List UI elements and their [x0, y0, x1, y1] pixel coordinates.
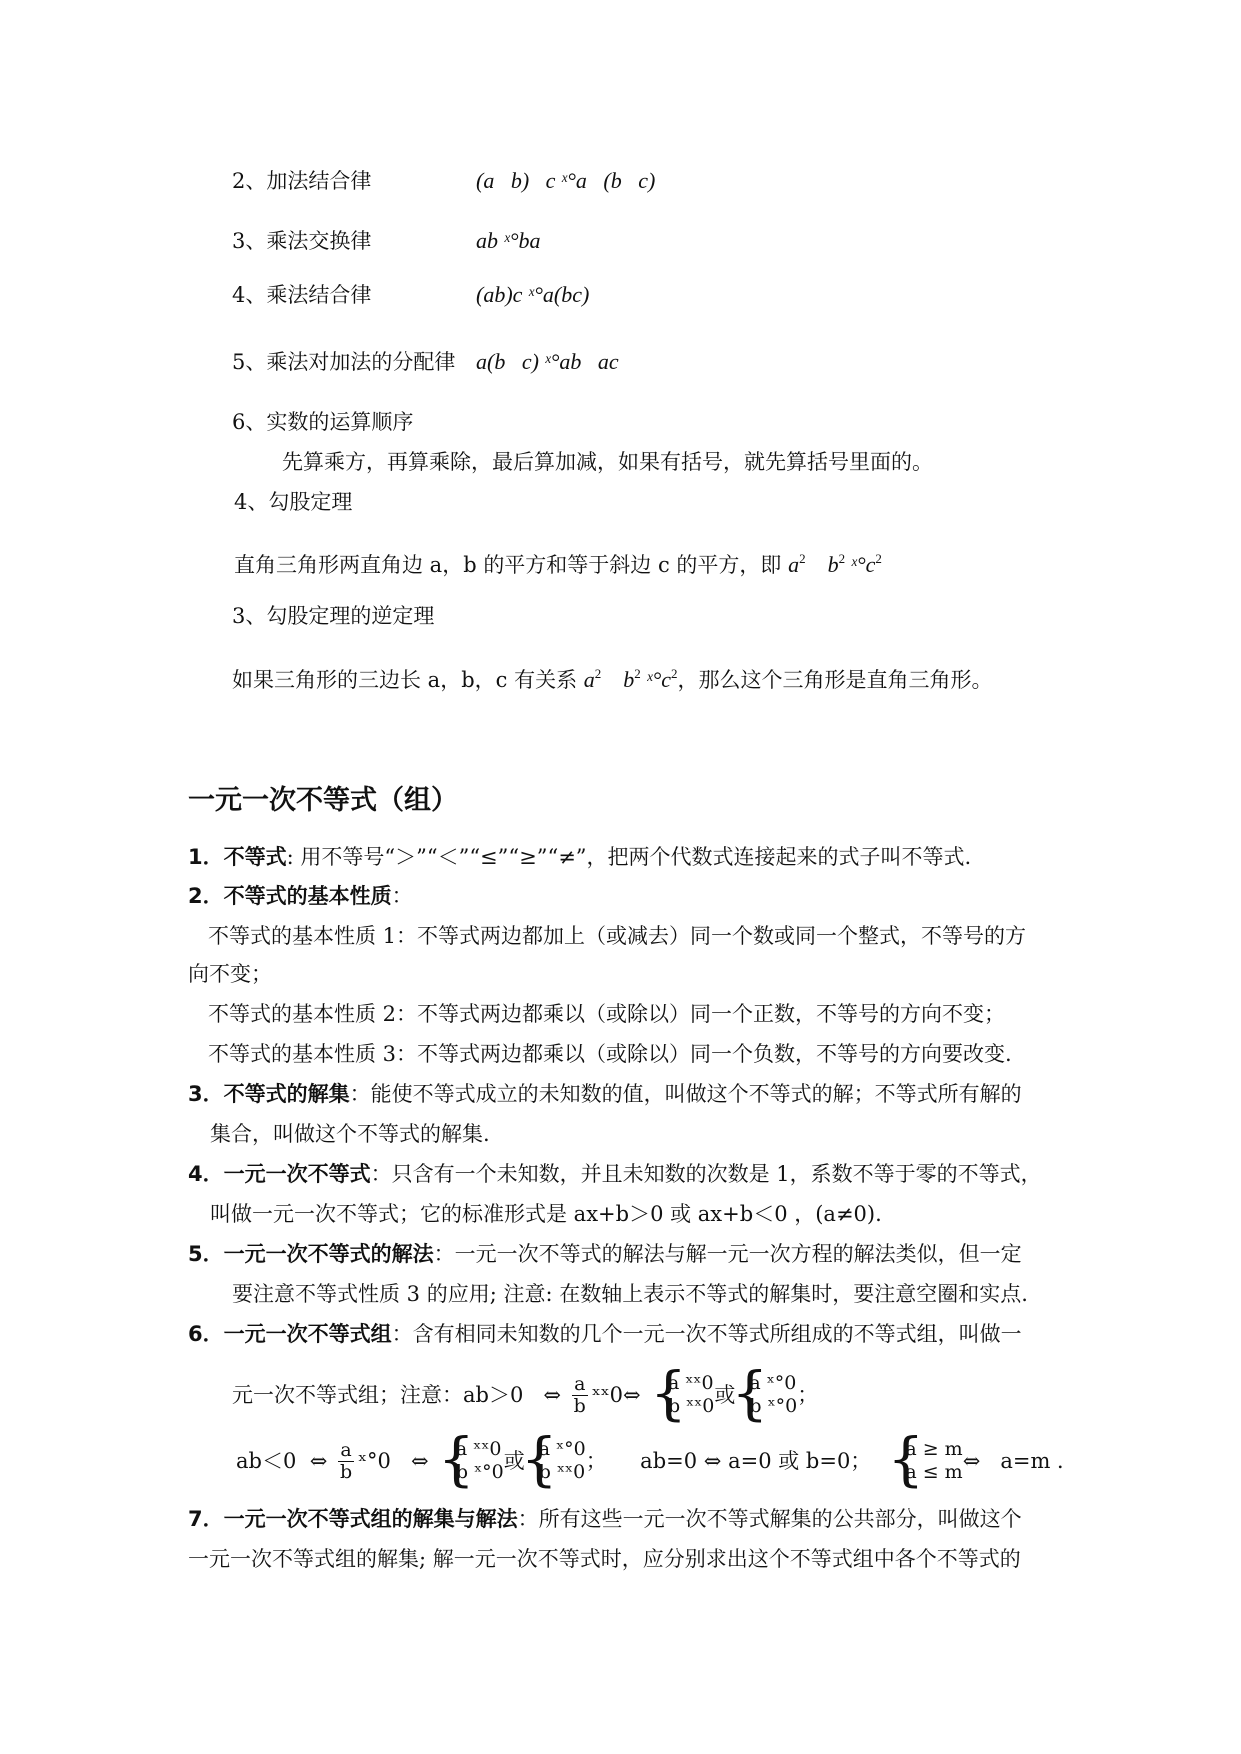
- order-title: 6、实数的运算顺序: [232, 410, 414, 434]
- inequality-system: { a ≥ m a ≤ m: [891, 1438, 962, 1484]
- fraction-tail: ˣˣ0: [591, 1383, 623, 1407]
- section-heading: 一元一次不等式（组）: [188, 785, 458, 816]
- converse-formula: $a^2$ $b^2$ $ˣ^\circ c^2$: [583, 666, 678, 692]
- item-4-cont: 叫做一元一次不等式；它的标准形式是 ax+b＞0 或 ax+b＜0 ，(a≠0).: [210, 1202, 882, 1226]
- semicolon: ；: [585, 1449, 607, 1473]
- law-label: 4、乘法结合律: [232, 283, 372, 307]
- fraction-tail: ˣ°0: [358, 1449, 391, 1473]
- converse-suffix: ，那么这个三角形是直角三角形。: [677, 668, 993, 692]
- property-2: 不等式的基本性质 2：不等式两边都乘以（或除以）同一个正数，不等号的方向不变；: [208, 1002, 1006, 1026]
- converse-prefix: 如果三角形的三边长 a，b，c 有关系: [232, 668, 578, 692]
- iff-symbol: ⇔: [410, 1449, 429, 1473]
- iff-symbol: ⇔: [309, 1449, 328, 1473]
- iff-symbol: ⇔: [703, 1449, 722, 1473]
- law-formula: ab ˣ°ba: [476, 228, 541, 253]
- item-7-cont: 一元一次不等式组的解集; 解一元一次不等式时，应分别求出这个不等式组中各个不等式的: [188, 1547, 1021, 1571]
- item-4-label: 4．一元一次不等式: [188, 1162, 371, 1186]
- item-3-label: 3．不等式的解集: [188, 1082, 350, 1106]
- item-7-label: 7．一元一次不等式组的解集与解法: [188, 1507, 518, 1531]
- inequality-system: { a ˣˣ0 b ˣ°0: [442, 1438, 504, 1484]
- item-2: [188, 882, 413, 910]
- inequality-system: { a ˣ°0 b ˣ°0: [735, 1372, 797, 1418]
- item-6-formula-1: [232, 1372, 818, 1418]
- item-6-formula-2: [236, 1438, 1078, 1484]
- pythagoras-title: 4、勾股定理: [234, 490, 353, 514]
- item-7: [188, 1505, 1022, 1533]
- item-1: [188, 843, 971, 871]
- pythagoras-text-prefix: 直角三角形两直角边 a，b 的平方和等于斜边 c 的平方，即: [234, 553, 782, 577]
- property-1: 不等式的基本性质 1：不等式两边都加上（或减去）同一个数或同一个整式，不等号的方: [208, 924, 1027, 948]
- property-3: 不等式的基本性质 3：不等式两边都乘以（或除以）同一个负数，不等号的方向要改变.: [208, 1042, 1012, 1066]
- law-label: 3、乘法交换律: [232, 229, 372, 253]
- iff-symbol: ⇔: [623, 1383, 641, 1407]
- law-label: 2、加法结合律: [232, 169, 372, 193]
- inequality-system: { a ˣˣ0 b ˣˣ0: [654, 1372, 714, 1418]
- iff-symbol: ⇔: [543, 1383, 561, 1407]
- a-equals-m: a=m ．: [1000, 1449, 1079, 1473]
- semicolon: ；: [797, 1383, 819, 1407]
- law-formula: a(b c) ˣ°ab ac: [476, 349, 619, 374]
- property-1-cont: 向不变；: [188, 962, 272, 986]
- item-6-formula-prefix: 元一次不等式组；注意：ab＞0: [232, 1383, 524, 1407]
- item-4-text: ：只含有一个未知数，并且未知数的次数是 1，系数不等于零的不等式，: [370, 1162, 1042, 1186]
- item-3: [188, 1080, 1022, 1108]
- item-3-cont: 集合，叫做这个不等式的解集.: [210, 1122, 490, 1146]
- or-word: 或: [714, 1383, 736, 1407]
- a-zero-or-b-zero: a=0 或 b=0；: [728, 1449, 872, 1473]
- order-text: 先算乘方，再算乘除，最后算加减，如果有括号，就先算括号里面的。: [282, 450, 933, 474]
- item-4: [188, 1160, 1042, 1188]
- item-6-text: ：含有相同未知数的几个一元一次不等式所组成的不等式组，叫做一: [391, 1322, 1022, 1346]
- item-5-cont: 要注意不等式性质 3 的应用; 注意: 在数轴上表示不等式的解集时，要注意空圈和实点.: [232, 1282, 1028, 1306]
- item-6-label: 6．一元一次不等式组: [188, 1322, 392, 1346]
- pythagoras-formula: $a^2$ $b^2$ $ˣ^\circ c^2$: [788, 551, 882, 577]
- formula-prefix: ab＜0: [236, 1449, 297, 1473]
- item-7-text: ：所有这些一元一次不等式解集的公共部分，叫做这个: [517, 1507, 1022, 1531]
- fraction: $\frac{a}{b}$: [573, 1372, 586, 1417]
- item-5-text: ：一元一次不等式的解法与解一元一次方程的解法类似，但一定: [433, 1242, 1022, 1266]
- inequality-system: { a ˣ°0 b ˣˣ0: [525, 1438, 586, 1484]
- item-6: [188, 1320, 1022, 1348]
- item-1-label: 1．不等式: [188, 845, 287, 869]
- item-2-label: 2．不等式的基本性质: [188, 884, 392, 908]
- item-2-colon: ：: [391, 884, 413, 908]
- converse-title: 3、勾股定理的逆定理: [232, 604, 435, 628]
- law-formula: (ab)c ˣ°a(bc): [476, 282, 590, 307]
- law-formula: (a b) c ˣ°a (b c): [476, 168, 656, 193]
- law-label: 5、乘法对加法的分配律: [232, 350, 456, 374]
- item-5-label: 5．一元一次不等式的解法: [188, 1242, 434, 1266]
- pythagoras-text: [234, 545, 882, 579]
- converse-text: [232, 660, 993, 694]
- ab-zero: ab=0: [640, 1449, 698, 1473]
- item-5: [188, 1240, 1022, 1268]
- or-word: 或: [503, 1449, 525, 1473]
- item-1-text: : 用不等号“＞”“＜”“≤”“≥”“≠”，把两个代数式连接起来的式子叫不等式.: [286, 845, 972, 869]
- item-3-text: ：能使不等式成立的未知数的值，叫做这个不等式的解；不等式所有解的: [349, 1082, 1022, 1106]
- fraction: $\frac{a}{b}$: [339, 1438, 353, 1483]
- iff-symbol: ⇔: [962, 1449, 981, 1473]
